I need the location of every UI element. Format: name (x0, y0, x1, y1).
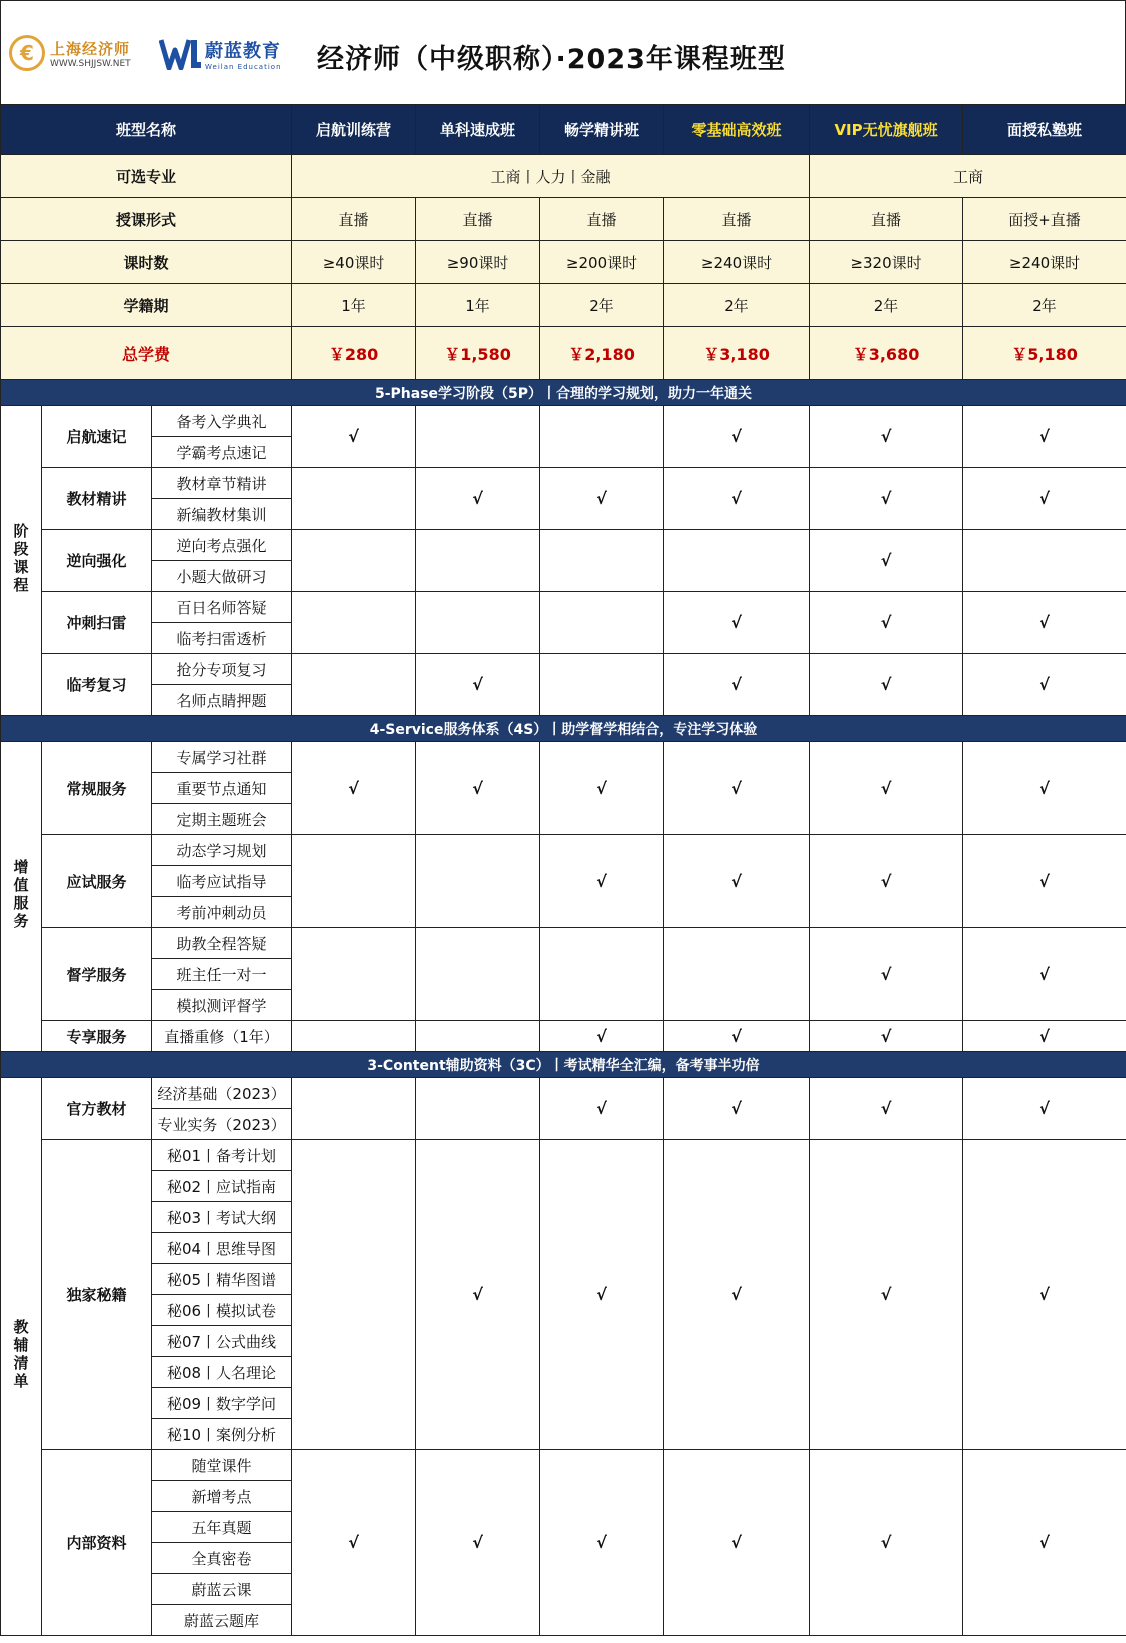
fee-value: ￥3,680 (810, 327, 963, 380)
check-cell-3 (540, 530, 664, 592)
item-row (1, 592, 1126, 623)
item-row (1, 406, 1126, 437)
item-row (1, 742, 1126, 773)
check-cell-3 (540, 928, 664, 1021)
check-cell-2 (416, 530, 540, 592)
majors-group1: 工商丨人力丨金融 (292, 155, 810, 198)
majors-label: 可选专业 (1, 155, 292, 198)
fee-value: ￥2,180 (540, 327, 664, 380)
check-mark-cell-4: √ (664, 1078, 810, 1140)
item-name: 秘06丨模拟试卷 (152, 1295, 292, 1326)
hours-row (1, 241, 1126, 284)
item-name: 临考扫雷透析 (152, 623, 292, 654)
item-name: 全真密卷 (152, 1543, 292, 1574)
section3-title-row (1, 1052, 1126, 1078)
check-mark-cell-6: √ (963, 742, 1126, 835)
check-mark-cell-5: √ (810, 742, 963, 835)
format-value: 直播 (292, 198, 416, 241)
check-mark-cell-1: √ (292, 406, 416, 468)
item-row (1, 1450, 1126, 1481)
period-row (1, 284, 1126, 327)
item-name: 秘07丨公式曲线 (152, 1326, 292, 1357)
weilan-mark-icon (159, 38, 201, 70)
check-mark-cell-4: √ (664, 1140, 810, 1450)
item-name: 五年真题 (152, 1512, 292, 1543)
check-cell-4 (664, 530, 810, 592)
group-name: 冲刺扫雷 (42, 592, 152, 654)
period-value: 2年 (664, 284, 810, 327)
check-mark-cell-3: √ (540, 835, 664, 928)
section2-vertical-label (1, 742, 42, 1052)
check-mark-cell-5: √ (810, 468, 963, 530)
check-cell-3 (540, 592, 664, 654)
item-name: 蔚蓝云题库 (152, 1605, 292, 1636)
period-value: 2年 (540, 284, 664, 327)
item-name: 名师点睛押题 (152, 685, 292, 716)
check-mark-cell-5: √ (810, 1140, 963, 1450)
format-row (1, 198, 1126, 241)
item-name: 经济基础（2023） (152, 1078, 292, 1109)
check-mark-cell-1: √ (292, 742, 416, 835)
group-name: 官方教材 (42, 1078, 152, 1140)
check-mark-cell-5: √ (810, 530, 963, 592)
check-cell-1 (292, 654, 416, 716)
item-name: 秘09丨数字学问 (152, 1388, 292, 1419)
check-cell-2 (416, 928, 540, 1021)
hours-value: ≥90课时 (416, 241, 540, 284)
item-name: 逆向考点强化 (152, 530, 292, 561)
check-mark-cell-5: √ (810, 1450, 963, 1636)
logo1-url: WWW.SHJJSW.NET (50, 58, 131, 69)
item-row (1, 1078, 1126, 1109)
check-mark-cell-5: √ (810, 835, 963, 928)
item-name: 秘10丨案例分析 (152, 1419, 292, 1450)
check-cell-1 (292, 592, 416, 654)
format-value: 直播 (540, 198, 664, 241)
shjjsw-logo (9, 35, 131, 71)
item-name: 秘04丨思维导图 (152, 1233, 292, 1264)
group-name: 独家秘籍 (42, 1140, 152, 1450)
majors-group2: 工商 (810, 155, 1126, 198)
item-name: 专业实务（2023） (152, 1109, 292, 1140)
hours-label: 课时数 (1, 241, 292, 284)
hours-value: ≥40课时 (292, 241, 416, 284)
check-cell-2 (416, 592, 540, 654)
check-cell-2 (416, 1078, 540, 1140)
check-cell-3 (540, 654, 664, 716)
check-mark-cell-6: √ (963, 592, 1126, 654)
item-name: 抢分专项复习 (152, 654, 292, 685)
item-name: 备考入学典礼 (152, 406, 292, 437)
item-name: 秘01丨备考计划 (152, 1140, 292, 1171)
item-name: 临考应试指导 (152, 866, 292, 897)
check-mark-cell-3: √ (540, 1021, 664, 1052)
item-name: 重要节点通知 (152, 773, 292, 804)
check-cell-2 (416, 835, 540, 928)
section1-vertical-label (1, 406, 42, 716)
check-cell-6 (963, 530, 1126, 592)
item-name: 新编教材集训 (152, 499, 292, 530)
item-name: 小题大做研习 (152, 561, 292, 592)
check-mark-cell-3: √ (540, 1450, 664, 1636)
item-row (1, 928, 1126, 959)
check-mark-cell-4: √ (664, 742, 810, 835)
hours-value: ≥240课时 (963, 241, 1126, 284)
logo2-sub: Weilan Education (205, 63, 282, 71)
class-name-6: 面授私塾班 (963, 105, 1126, 155)
section1-title-row (1, 380, 1126, 406)
course-table (0, 104, 1126, 1636)
check-cell-1 (292, 468, 416, 530)
check-mark-cell-4: √ (664, 592, 810, 654)
section3-title: 3-Content辅助资料（3C）丨考试精华全汇编，备考事半功倍 (1, 1052, 1126, 1078)
logo2-name: 蔚蓝教育 (205, 41, 281, 62)
class-name-5: VIP无忧旗舰班 (810, 105, 963, 155)
check-mark-cell-5: √ (810, 1021, 963, 1052)
period-label: 学籍期 (1, 284, 292, 327)
check-mark-cell-6: √ (963, 835, 1126, 928)
euro-coin-icon: € (9, 35, 45, 71)
group-name: 应试服务 (42, 835, 152, 928)
check-mark-cell-5: √ (810, 654, 963, 716)
class-name-1: 启航训练营 (292, 105, 416, 155)
format-label: 授课形式 (1, 198, 292, 241)
item-name: 教材章节精讲 (152, 468, 292, 499)
section2-vlabel: 增值服务 (11, 858, 30, 931)
check-mark-cell-4: √ (664, 1021, 810, 1052)
item-name: 动态学习规划 (152, 835, 292, 866)
check-mark-cell-4: √ (664, 1450, 810, 1636)
check-cell-1 (292, 928, 416, 1021)
check-cell-4 (664, 928, 810, 1021)
check-cell-2 (416, 406, 540, 468)
group-name: 教材精讲 (42, 468, 152, 530)
logo1-name: 上海经济师 (50, 39, 131, 58)
check-mark-cell-4: √ (664, 406, 810, 468)
section3-vlabel: 教辅清单 (11, 1318, 30, 1391)
item-row (1, 1140, 1126, 1171)
group-name: 常规服务 (42, 742, 152, 835)
check-cell-2 (416, 1021, 540, 1052)
group-name: 逆向强化 (42, 530, 152, 592)
section1-vlabel: 阶段课程 (11, 522, 30, 595)
check-mark-cell-6: √ (963, 1450, 1126, 1636)
check-mark-cell-2: √ (416, 654, 540, 716)
class-name-2: 单科速成班 (416, 105, 540, 155)
group-name: 专享服务 (42, 1021, 152, 1052)
page-title: 经济师（中级职称）·2023年课程班型 (317, 44, 786, 75)
check-mark-cell-3: √ (540, 468, 664, 530)
class-name-label: 班型名称 (1, 105, 292, 155)
group-name: 督学服务 (42, 928, 152, 1021)
section2-title-row (1, 716, 1126, 742)
period-value: 2年 (963, 284, 1126, 327)
check-mark-cell-6: √ (963, 1021, 1126, 1052)
item-row (1, 468, 1126, 499)
item-row (1, 654, 1126, 685)
check-mark-cell-5: √ (810, 592, 963, 654)
section3-vertical-label (1, 1078, 42, 1636)
check-mark-cell-6: √ (963, 1140, 1126, 1450)
check-mark-cell-4: √ (664, 654, 810, 716)
fee-row (1, 327, 1126, 380)
item-name: 定期主题班会 (152, 804, 292, 835)
check-mark-cell-2: √ (416, 1140, 540, 1450)
item-name: 百日名师答疑 (152, 592, 292, 623)
section1-title: 5-Phase学习阶段（5P）丨合理的学习规划，助力一年通关 (1, 380, 1126, 406)
item-name: 直播重修（1年） (152, 1021, 292, 1052)
item-name: 模拟测评督学 (152, 990, 292, 1021)
header-row (1, 105, 1126, 155)
check-mark-cell-2: √ (416, 468, 540, 530)
check-cell-3 (540, 406, 664, 468)
format-value: 直播 (664, 198, 810, 241)
period-value: 2年 (810, 284, 963, 327)
class-name-3: 畅学精讲班 (540, 105, 664, 155)
section2-title: 4-Service服务体系（4S）丨助学督学相结合，专注学习体验 (1, 716, 1126, 742)
check-mark-cell-5: √ (810, 1078, 963, 1140)
item-name: 随堂课件 (152, 1450, 292, 1481)
check-mark-cell-3: √ (540, 1078, 664, 1140)
check-mark-cell-6: √ (963, 468, 1126, 530)
period-value: 1年 (416, 284, 540, 327)
item-name: 秘08丨人名理论 (152, 1357, 292, 1388)
weilan-logo (159, 37, 282, 71)
check-mark-cell-3: √ (540, 742, 664, 835)
item-name: 秘03丨考试大纲 (152, 1202, 292, 1233)
item-name: 助教全程答疑 (152, 928, 292, 959)
page-header (0, 0, 1126, 104)
fee-value: ￥1,580 (416, 327, 540, 380)
majors-row (1, 155, 1126, 198)
format-value: 面授+直播 (963, 198, 1126, 241)
check-mark-cell-6: √ (963, 654, 1126, 716)
check-cell-1 (292, 1140, 416, 1450)
group-name: 内部资料 (42, 1450, 152, 1636)
item-name: 班主任一对一 (152, 959, 292, 990)
fee-value: ￥5,180 (963, 327, 1126, 380)
item-name: 专属学习社群 (152, 742, 292, 773)
item-name: 新增考点 (152, 1481, 292, 1512)
fee-value: ￥280 (292, 327, 416, 380)
period-value: 1年 (292, 284, 416, 327)
check-cell-1 (292, 835, 416, 928)
check-mark-cell-2: √ (416, 742, 540, 835)
item-name: 秘02丨应试指南 (152, 1171, 292, 1202)
item-name: 考前冲刺动员 (152, 897, 292, 928)
fee-value: ￥3,180 (664, 327, 810, 380)
check-mark-cell-6: √ (963, 928, 1126, 1021)
class-name-4: 零基础高效班 (664, 105, 810, 155)
check-mark-cell-3: √ (540, 1140, 664, 1450)
item-name: 学霸考点速记 (152, 437, 292, 468)
fee-label: 总学费 (1, 327, 292, 380)
check-mark-cell-6: √ (963, 406, 1126, 468)
check-mark-cell-1: √ (292, 1450, 416, 1636)
check-mark-cell-5: √ (810, 928, 963, 1021)
item-row (1, 1021, 1126, 1052)
check-mark-cell-2: √ (416, 1450, 540, 1636)
group-name: 启航速记 (42, 406, 152, 468)
format-value: 直播 (810, 198, 963, 241)
check-cell-1 (292, 1078, 416, 1140)
item-name: 秘05丨精华图谱 (152, 1264, 292, 1295)
check-mark-cell-5: √ (810, 406, 963, 468)
check-cell-1 (292, 530, 416, 592)
group-name: 临考复习 (42, 654, 152, 716)
item-row (1, 530, 1126, 561)
check-mark-cell-4: √ (664, 468, 810, 530)
hours-value: ≥200课时 (540, 241, 664, 284)
item-row (1, 835, 1126, 866)
check-mark-cell-6: √ (963, 1078, 1126, 1140)
hours-value: ≥240课时 (664, 241, 810, 284)
item-name: 蔚蓝云课 (152, 1574, 292, 1605)
check-cell-1 (292, 1021, 416, 1052)
format-value: 直播 (416, 198, 540, 241)
hours-value: ≥320课时 (810, 241, 963, 284)
check-mark-cell-4: √ (664, 835, 810, 928)
